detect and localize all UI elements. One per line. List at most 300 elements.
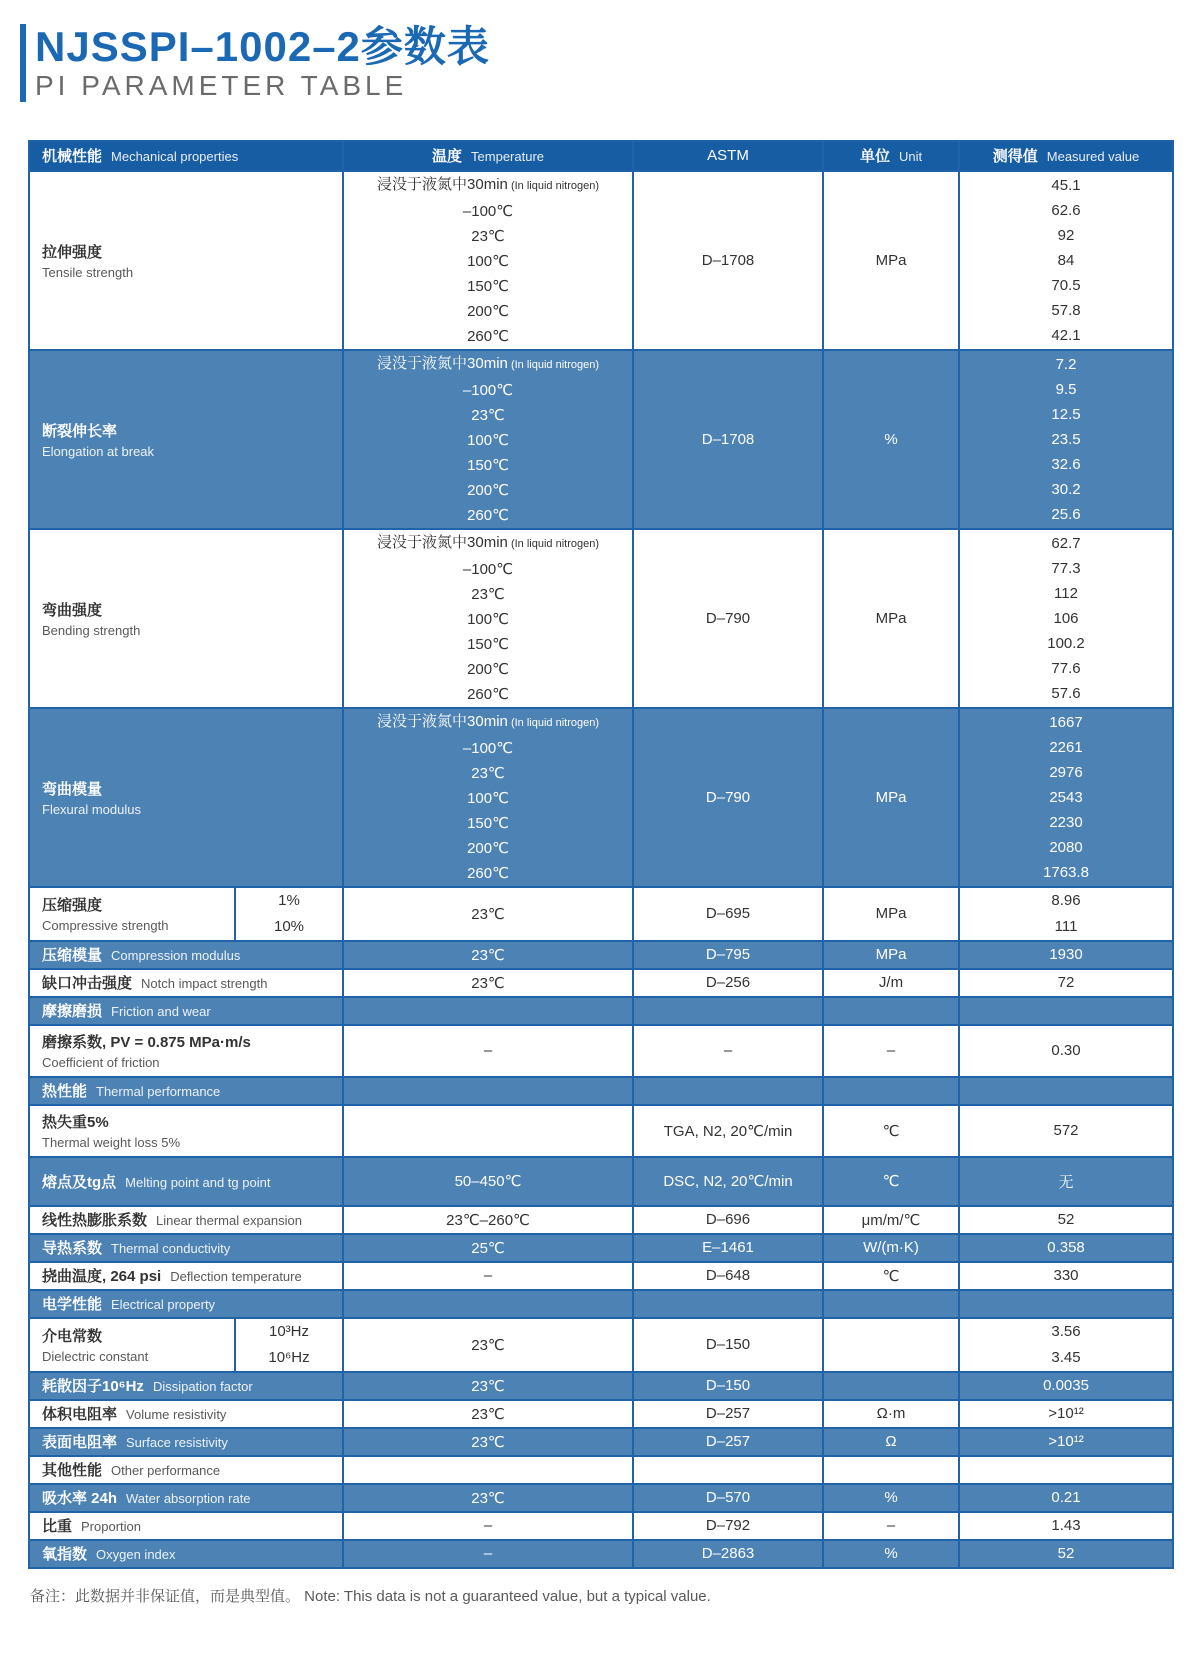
table-row-surface-resistivity: [29, 1428, 1173, 1456]
unit-cell: MPa: [823, 529, 959, 708]
value-line: 112: [1054, 584, 1078, 602]
temperature-line: [344, 582, 632, 607]
value-line: 77.6: [1051, 659, 1081, 677]
property-cell: [29, 350, 343, 529]
unit-cell: MPa: [823, 708, 959, 887]
astm-cell: D–790: [633, 708, 823, 887]
temperature-note: (In liquid nitrogen): [507, 537, 599, 550]
property-cell: [29, 1318, 235, 1372]
temperature-text: 200℃: [467, 302, 509, 320]
value-line: 57.8: [1051, 301, 1081, 319]
value-cell: 无: [959, 1157, 1173, 1206]
table-row-volume-resistivity: [29, 1400, 1173, 1428]
property-label-zh: 磨擦系数, PV = 0.875 MPa·m/s: [42, 1034, 251, 1052]
astm-cell: D–1708: [633, 350, 823, 529]
unit-cell: ℃: [823, 1262, 959, 1290]
temperature-text: 260℃: [467, 327, 509, 345]
parameter-table: [28, 140, 1174, 1569]
temperature-line: [344, 299, 632, 324]
property-label-en: Bending strength: [42, 622, 141, 638]
col-header-unit: [823, 141, 959, 171]
value-cell: [959, 708, 1173, 887]
astm-cell: D–795: [633, 941, 823, 969]
astm-cell: D–2863: [633, 1540, 823, 1568]
temperature-text: 150℃: [467, 277, 509, 295]
temperature-line: [344, 836, 632, 861]
sub-condition: 10⁶Hz: [268, 1348, 310, 1366]
value-cell: 1.43: [959, 1512, 1173, 1540]
col-header-en: Temperature: [471, 149, 545, 165]
temperature-text: 100℃: [467, 610, 509, 628]
table-row-water-absorption-rate: [29, 1484, 1173, 1512]
temperature-cell: –: [343, 1262, 633, 1290]
table-row-notch-impact-strength: [29, 969, 1173, 997]
astm-cell: D–695: [633, 887, 823, 941]
temperature-text: 260℃: [467, 506, 509, 524]
table-row-dissipation-factor: [29, 1372, 1173, 1400]
unit-cell: ℃: [823, 1105, 959, 1157]
temperature-text: 浸没于液氮中30min: [377, 533, 508, 551]
astm-cell: D–1708: [633, 171, 823, 350]
value-cell: 572: [959, 1105, 1173, 1157]
value-line: 62.6: [1051, 201, 1081, 219]
temperature-line: [344, 351, 632, 378]
col-header-en: Mechanical properties: [111, 149, 239, 165]
value-cell: [959, 171, 1173, 350]
value-line: 3.45: [1051, 1348, 1081, 1366]
property-label-en: Surface resistivity: [126, 1435, 228, 1451]
property-cell: [29, 969, 343, 997]
value-line: 84: [1057, 251, 1075, 269]
value-line: 2543: [1049, 788, 1083, 806]
property-label-en: Other performance: [111, 1463, 221, 1479]
value-line: 111: [1054, 917, 1078, 935]
value-cell: 330: [959, 1262, 1173, 1290]
value-line: 23.5: [1051, 430, 1081, 448]
temperature-text: 23℃: [471, 585, 505, 603]
astm-cell: [633, 1077, 823, 1105]
value-line: 1667: [1049, 713, 1083, 731]
property-cell: [29, 1456, 343, 1484]
temperature-text: –100℃: [462, 560, 514, 578]
value-cell: 0.30: [959, 1025, 1173, 1077]
property-cell: [29, 941, 343, 969]
table-row-elongation-at-break: [29, 350, 1173, 529]
unit-cell: MPa: [823, 887, 959, 941]
property-cell: [29, 1290, 343, 1318]
temperature-cell: [343, 997, 633, 1025]
table-row-friction-and-wear: [29, 997, 1173, 1025]
temperature-line: [344, 709, 632, 736]
table-row-tensile-strength: [29, 171, 1173, 350]
temperature-text: 100℃: [467, 789, 509, 807]
astm-cell: D–257: [633, 1428, 823, 1456]
property-cell: [29, 1105, 343, 1157]
title-accent-bar: [20, 24, 26, 102]
property-label-en: Thermal conductivity: [111, 1241, 231, 1257]
property-cell: [29, 529, 343, 708]
value-cell: 72: [959, 969, 1173, 997]
value-cell: 0.358: [959, 1234, 1173, 1262]
unit-cell: –: [823, 1025, 959, 1077]
property-cell: [29, 1157, 343, 1206]
temperature-line: [344, 172, 632, 199]
table-row-flexural-modulus: [29, 708, 1173, 887]
table-row-thermal-weight-loss: [29, 1105, 1173, 1157]
value-cell: 0.0035: [959, 1372, 1173, 1400]
property-label-en: Melting point and tg point: [125, 1174, 271, 1190]
value-line: 100.2: [1047, 634, 1085, 652]
unit-cell: W/(m·K): [823, 1234, 959, 1262]
value-cell: [959, 887, 1173, 941]
table-row-thermal-performance: [29, 1077, 1173, 1105]
property-cell: [29, 1512, 343, 1540]
unit-cell: [823, 1456, 959, 1484]
temperature-cell: 23℃: [343, 969, 633, 997]
property-subcell: [235, 1318, 343, 1372]
temperature-line: [344, 557, 632, 582]
temperature-text: –100℃: [462, 739, 514, 757]
property-label-zh: 挠曲温度, 264 psi: [42, 1268, 162, 1286]
property-label-zh: 氧指数: [42, 1546, 88, 1564]
property-label-en: Compressive strength: [42, 918, 169, 934]
value-line: 2230: [1049, 813, 1083, 831]
temperature-cell: [343, 1290, 633, 1318]
temperature-note: (In liquid nitrogen): [507, 716, 599, 729]
property-cell: [29, 708, 343, 887]
property-cell: [29, 1206, 343, 1234]
property-label-en: Thermal performance: [96, 1084, 221, 1100]
property-label-zh: 线性热膨胀系数: [42, 1212, 148, 1230]
unit-cell: %: [823, 1540, 959, 1568]
col-header-mechanical-properties: [29, 141, 343, 171]
property-cell: [29, 1262, 343, 1290]
property-label-en: Proportion: [81, 1519, 141, 1535]
table-row-thermal-conductivity: [29, 1234, 1173, 1262]
unit-cell: %: [823, 350, 959, 529]
property-label-en: Notch impact strength: [141, 976, 268, 992]
astm-cell: E–1461: [633, 1234, 823, 1262]
property-label-zh: 断裂伸长率: [42, 422, 118, 440]
property-label-zh: 弯曲模量: [42, 780, 103, 798]
temperature-cell: [343, 1456, 633, 1484]
unit-cell: ℃: [823, 1157, 959, 1206]
col-header-zh: 测得值: [992, 148, 1038, 166]
temperature-line: [344, 736, 632, 761]
property-cell: [29, 887, 235, 941]
value-line: 2261: [1049, 738, 1083, 756]
temperature-cell: 23℃: [343, 1372, 633, 1400]
temperature-text: 23℃: [471, 227, 505, 245]
astm-cell: D–790: [633, 529, 823, 708]
temperature-cell: 23℃: [343, 941, 633, 969]
unit-cell: μm/m/℃: [823, 1206, 959, 1234]
table-row-melting-point-and-tg-point: [29, 1157, 1173, 1206]
value-line: 9.5: [1055, 380, 1077, 398]
property-label-en: Elongation at break: [42, 443, 155, 459]
table-row-electrical-property: [29, 1290, 1173, 1318]
value-cell: [959, 997, 1173, 1025]
astm-cell: TGA, N2, 20℃/min: [633, 1105, 823, 1157]
value-line: 32.6: [1051, 455, 1081, 473]
temperature-text: 100℃: [467, 431, 509, 449]
temperature-note: (In liquid nitrogen): [507, 179, 599, 192]
astm-cell: D–150: [633, 1318, 823, 1372]
table-header-row: [29, 141, 1173, 171]
value-cell: [959, 1077, 1173, 1105]
property-cell: [29, 997, 343, 1025]
table-row-compressive-strength: [29, 887, 1173, 941]
title-group: [35, 24, 490, 102]
sub-condition: 10%: [273, 917, 305, 935]
property-cell: [29, 1077, 343, 1105]
value-line: 8.96: [1051, 891, 1081, 909]
value-cell: >10¹²: [959, 1428, 1173, 1456]
temperature-line: [344, 274, 632, 299]
property-label-en: Linear thermal expansion: [156, 1213, 302, 1229]
astm-cell: D–648: [633, 1262, 823, 1290]
value-line: 25.6: [1051, 505, 1081, 523]
unit-cell: Ω: [823, 1428, 959, 1456]
value-line: 1763.8: [1043, 863, 1089, 881]
col-header-en: Unit: [898, 149, 923, 165]
value-line: 45.1: [1051, 176, 1081, 194]
temperature-cell: 23℃–260℃: [343, 1206, 633, 1234]
property-cell: [29, 1428, 343, 1456]
value-line: 7.2: [1055, 355, 1077, 373]
value-line: 2976: [1049, 763, 1083, 781]
value-cell: >10¹²: [959, 1400, 1173, 1428]
property-label-zh: 比重: [42, 1518, 73, 1536]
temperature-cell: –: [343, 1540, 633, 1568]
astm-cell: [633, 1290, 823, 1318]
temperature-line: [344, 224, 632, 249]
table-row-other-performance: [29, 1456, 1173, 1484]
astm-cell: DSC, N2, 20℃/min: [633, 1157, 823, 1206]
unit-cell: [823, 997, 959, 1025]
temperature-text: 260℃: [467, 685, 509, 703]
col-header-zh: 机械性能: [42, 148, 103, 166]
temperature-line: [344, 478, 632, 503]
temperature-cell: [343, 350, 633, 529]
temperature-cell: [343, 708, 633, 887]
value-cell: 52: [959, 1540, 1173, 1568]
value-cell: 1930: [959, 941, 1173, 969]
temperature-line: [344, 503, 632, 528]
temperature-cell: 50–450℃: [343, 1157, 633, 1206]
property-label-en: Compression modulus: [111, 948, 241, 964]
value-line: 42.1: [1051, 326, 1081, 344]
property-label-zh: 体积电阻率: [42, 1406, 118, 1424]
temperature-cell: 23℃: [343, 1484, 633, 1512]
table-row-deflection-temperature: [29, 1262, 1173, 1290]
astm-cell: D–257: [633, 1400, 823, 1428]
value-cell: 52: [959, 1206, 1173, 1234]
temperature-line: [344, 657, 632, 682]
temperature-line: [344, 786, 632, 811]
temperature-cell: [343, 529, 633, 708]
temperature-line: [344, 199, 632, 224]
temperature-text: 100℃: [467, 252, 509, 270]
table-row-oxygen-index: [29, 1540, 1173, 1568]
property-label-zh: 热失重5%: [42, 1114, 109, 1132]
property-label-zh: 摩擦磨损: [42, 1003, 103, 1021]
table-row-proportion: [29, 1512, 1173, 1540]
temperature-text: 23℃: [471, 406, 505, 424]
page-header: [20, 24, 1172, 102]
temperature-text: 23℃: [471, 764, 505, 782]
property-label-en: Oxygen index: [96, 1547, 176, 1563]
property-cell: [29, 1484, 343, 1512]
unit-cell: [823, 1318, 959, 1372]
property-cell: [29, 1540, 343, 1568]
property-label-zh: 拉伸强度: [42, 243, 103, 261]
temperature-cell: [343, 1077, 633, 1105]
col-header-zh: ASTM: [707, 147, 749, 165]
property-label-zh: 压缩模量: [42, 947, 103, 965]
temperature-line: [344, 861, 632, 886]
property-label-en: Dielectric constant: [42, 1349, 149, 1365]
temperature-cell: 23℃: [343, 887, 633, 941]
property-label-zh: 缺口冲击强度: [42, 975, 133, 993]
table-row-coefficient-of-friction: [29, 1025, 1173, 1077]
temperature-cell: 23℃: [343, 1400, 633, 1428]
unit-cell: [823, 1290, 959, 1318]
astm-cell: [633, 1456, 823, 1484]
col-header-measured-value: [959, 141, 1173, 171]
property-label-en: Coefficient of friction: [42, 1055, 160, 1071]
property-label-en: Electrical property: [111, 1297, 216, 1313]
unit-cell: J/m: [823, 969, 959, 997]
temperature-text: 150℃: [467, 635, 509, 653]
temperature-text: 浸没于液氮中30min: [377, 712, 508, 730]
temperature-cell: 25℃: [343, 1234, 633, 1262]
property-label-en: Volume resistivity: [126, 1407, 227, 1423]
temperature-text: –100℃: [462, 202, 514, 220]
property-subcell: [235, 887, 343, 941]
property-label-en: Friction and wear: [111, 1004, 211, 1020]
temperature-text: –100℃: [462, 381, 514, 399]
value-cell: [959, 1318, 1173, 1372]
property-label-en: Deflection temperature: [170, 1269, 302, 1285]
value-line: 70.5: [1051, 276, 1081, 294]
temperature-text: 200℃: [467, 660, 509, 678]
property-label-en: Dissipation factor: [152, 1379, 253, 1395]
unit-cell: MPa: [823, 171, 959, 350]
value-line: 106: [1053, 609, 1079, 627]
table-row-compression-modulus: [29, 941, 1173, 969]
temperature-line: [344, 403, 632, 428]
table-row-linear-thermal-expansion: [29, 1206, 1173, 1234]
col-header-astm: [633, 141, 823, 171]
temperature-line: [344, 607, 632, 632]
property-label-zh: 表面电阻率: [42, 1434, 118, 1452]
temperature-cell: [343, 171, 633, 350]
property-label-zh: 热性能: [42, 1083, 88, 1101]
value-line: 30.2: [1051, 480, 1081, 498]
temperature-text: 260℃: [467, 864, 509, 882]
property-label-zh: 介电常数: [42, 1328, 103, 1346]
temperature-line: [344, 682, 632, 707]
property-label-zh: 熔点及tg点: [42, 1173, 117, 1191]
temperature-line: [344, 378, 632, 403]
property-cell: [29, 171, 343, 350]
col-header-zh: 温度: [432, 148, 463, 166]
table-row-bending-strength: [29, 529, 1173, 708]
value-line: 2080: [1049, 838, 1083, 856]
astm-cell: D–570: [633, 1484, 823, 1512]
temperature-line: [344, 324, 632, 349]
astm-cell: [633, 997, 823, 1025]
value-line: 12.5: [1051, 405, 1081, 423]
property-label-zh: 其他性能: [42, 1462, 103, 1480]
sub-condition: 10³Hz: [269, 1322, 310, 1340]
unit-cell: [823, 1077, 959, 1105]
page-subtitle: PI PARAMETER TABLE: [35, 70, 408, 102]
property-label-en: Thermal weight loss 5%: [42, 1135, 180, 1151]
value-cell: 0.21: [959, 1484, 1173, 1512]
property-label-zh: 压缩强度: [42, 897, 103, 915]
property-label-en: Water absorption rate: [126, 1491, 251, 1507]
value-line: 3.56: [1051, 1322, 1081, 1340]
temperature-note: (In liquid nitrogen): [507, 358, 599, 371]
page-title: NJSSPI–1002–2参数表: [35, 23, 490, 70]
property-label-zh: 弯曲强度: [42, 601, 103, 619]
value-line: 77.3: [1051, 559, 1081, 577]
unit-cell: MPa: [823, 941, 959, 969]
unit-cell: Ω·m: [823, 1400, 959, 1428]
temperature-text: 200℃: [467, 839, 509, 857]
property-label-zh: 导热系数: [42, 1240, 103, 1258]
value-cell: [959, 350, 1173, 529]
temperature-text: 浸没于液氮中30min: [377, 354, 508, 372]
property-label-en: Tensile strength: [42, 264, 134, 280]
property-cell: [29, 1234, 343, 1262]
unit-cell: [823, 1372, 959, 1400]
astm-cell: D–150: [633, 1372, 823, 1400]
property-cell: [29, 1372, 343, 1400]
temperature-text: 200℃: [467, 481, 509, 499]
table-row-dielectric-constant: [29, 1318, 1173, 1372]
table-body: [29, 171, 1173, 1568]
col-header-en: Measured value: [1046, 149, 1140, 165]
astm-cell: D–792: [633, 1512, 823, 1540]
temperature-cell: 23℃: [343, 1428, 633, 1456]
temperature-line: [344, 249, 632, 274]
astm-cell: –: [633, 1025, 823, 1077]
property-label-zh: 耗散因子10⁶Hz: [42, 1378, 144, 1396]
temperature-line: [344, 761, 632, 786]
property-label-en: Flexural modulus: [42, 801, 141, 817]
col-header-temperature: [343, 141, 633, 171]
temperature-line: [344, 632, 632, 657]
temperature-line: [344, 428, 632, 453]
temperature-cell: [343, 1105, 633, 1157]
property-cell: [29, 1400, 343, 1428]
temperature-cell: 23℃: [343, 1318, 633, 1372]
property-cell: [29, 1025, 343, 1077]
temperature-line: [344, 530, 632, 557]
temperature-cell: –: [343, 1512, 633, 1540]
value-cell: [959, 1290, 1173, 1318]
astm-cell: D–696: [633, 1206, 823, 1234]
value-cell: [959, 1456, 1173, 1484]
unit-cell: %: [823, 1484, 959, 1512]
unit-cell: –: [823, 1512, 959, 1540]
astm-cell: D–256: [633, 969, 823, 997]
temperature-cell: –: [343, 1025, 633, 1077]
value-line: 92: [1057, 226, 1075, 244]
